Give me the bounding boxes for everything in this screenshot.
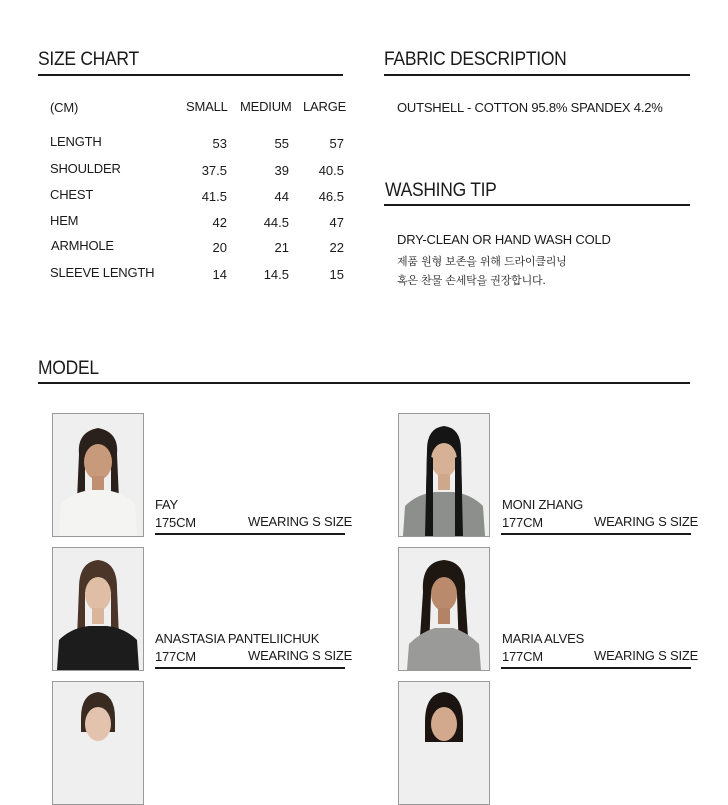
washing-line-2: 제품 원형 보존을 위해 드라이클리닝 [397,255,567,268]
cell-length-large: 57 [329,136,344,151]
model-portrait-image [53,682,143,804]
model-rule-2 [501,533,691,535]
washing-line-1: DRY-CLEAN OR HAND WASH COLD [397,232,611,247]
unit-label: (CM) [50,100,79,115]
column-header-medium: MEDIUM [240,99,292,114]
row-label-armhole: ARMHOLE [51,238,114,253]
size-chart-rule [38,74,343,76]
model-name-2: MONI ZHANG [502,497,584,512]
model-photo [52,547,144,671]
model-height-3: 177CM [155,649,196,664]
model-photo [398,413,490,537]
model-photo [398,681,490,805]
fabric-title: FABRIC DESCRIPTION [384,49,567,70]
fabric-text: OUTSHELL - COTTON 95.8% SPANDEX 4.2% [397,100,663,115]
washing-title: WASHING TIP [385,180,497,201]
cell-chest-large: 46.5 [318,189,344,204]
model-photo [52,413,144,537]
cell-armhole-medium: 21 [274,240,289,255]
column-header-large: LARGE [303,99,347,114]
row-label-length: LENGTH [50,134,102,149]
model-name-1: FAY [155,497,179,512]
model-portrait-image [53,414,143,536]
cell-shoulder-medium: 39 [274,163,289,178]
model-rule-3 [155,667,345,669]
cell-length-medium: 55 [274,136,289,151]
model-height-1: 175CM [155,515,196,530]
model-portrait-image [53,548,143,670]
model-rule-1 [155,533,345,535]
cell-sleeve-length-medium: 14.5 [263,267,289,282]
cell-hem-small: 42 [212,215,227,230]
row-label-hem: HEM [50,213,79,228]
model-photo [398,547,490,671]
model-name-3: ANASTASIA PANTELIICHUK [155,631,320,646]
row-label-shoulder: SHOULDER [50,161,121,176]
model-wearing-1: WEARING S SIZE [248,514,353,529]
model-wearing-2: WEARING S SIZE [594,514,699,529]
cell-shoulder-large: 40.5 [318,163,344,178]
cell-armhole-large: 22 [329,240,344,255]
cell-chest-medium: 44 [274,189,289,204]
row-label-chest: CHEST [50,187,94,202]
model-wearing-4: WEARING S SIZE [594,648,699,663]
model-portrait-image [399,414,489,536]
model-height-4: 177CM [502,649,543,664]
cell-shoulder-small: 37.5 [201,163,227,178]
cell-chest-small: 41.5 [201,189,227,204]
model-name-4: MARIA ALVES [502,631,585,646]
model-title: MODEL [38,358,99,379]
model-rule [38,382,690,384]
washing-rule [384,204,690,206]
model-rule-4 [501,667,691,669]
cell-hem-medium: 44.5 [263,215,289,230]
cell-hem-large: 47 [329,215,344,230]
cell-armhole-small: 20 [212,240,227,255]
model-photo [52,681,144,805]
model-wearing-3: WEARING S SIZE [248,648,353,663]
size-chart-title: SIZE CHART [38,49,139,70]
cell-sleeve-length-small: 14 [212,267,227,282]
model-portrait-image [399,548,489,670]
row-label-sleeve-length: SLEEVE LENGTH [50,265,155,280]
model-height-2: 177CM [502,515,543,530]
fabric-rule [384,74,690,76]
cell-length-small: 53 [212,136,227,151]
model-portrait-image [399,682,489,804]
column-header-small: SMALL [186,99,228,114]
washing-line-3: 혹은 찬물 손세탁을 권장합니다. [397,274,546,287]
cell-sleeve-length-large: 15 [329,267,344,282]
